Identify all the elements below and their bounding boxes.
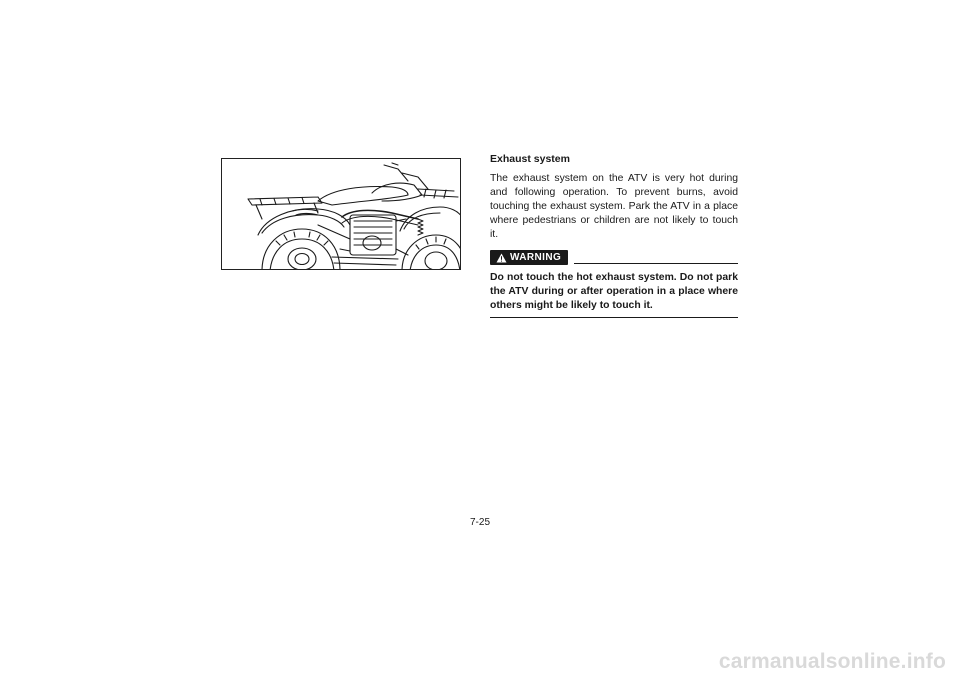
atv-illustration — [221, 158, 461, 270]
atv-icon — [222, 159, 460, 269]
watermark: carmanualsonline.info — [718, 650, 946, 673]
warning-triangle-icon — [496, 253, 507, 263]
warning-header — [490, 250, 738, 265]
warning-badge — [490, 250, 568, 265]
text-column — [490, 152, 738, 318]
page-number: 7-25 — [469, 517, 490, 528]
warning-divider — [574, 263, 738, 264]
section-heading: Exhaust system — [490, 153, 570, 165]
warning-label: WARNING — [510, 252, 562, 263]
section-body: The exhaust system on the ATV is very hot during and following operation. To prevent burns, avoid touching the exhaust system. Park the ATV in a place where pedestrians or children are not likely to touch it. — [490, 173, 738, 240]
warning-text: Do not touch the hot exhaust system. Do not park the ATV during or after operation in a place where others might be likely to touch it. — [490, 271, 738, 318]
